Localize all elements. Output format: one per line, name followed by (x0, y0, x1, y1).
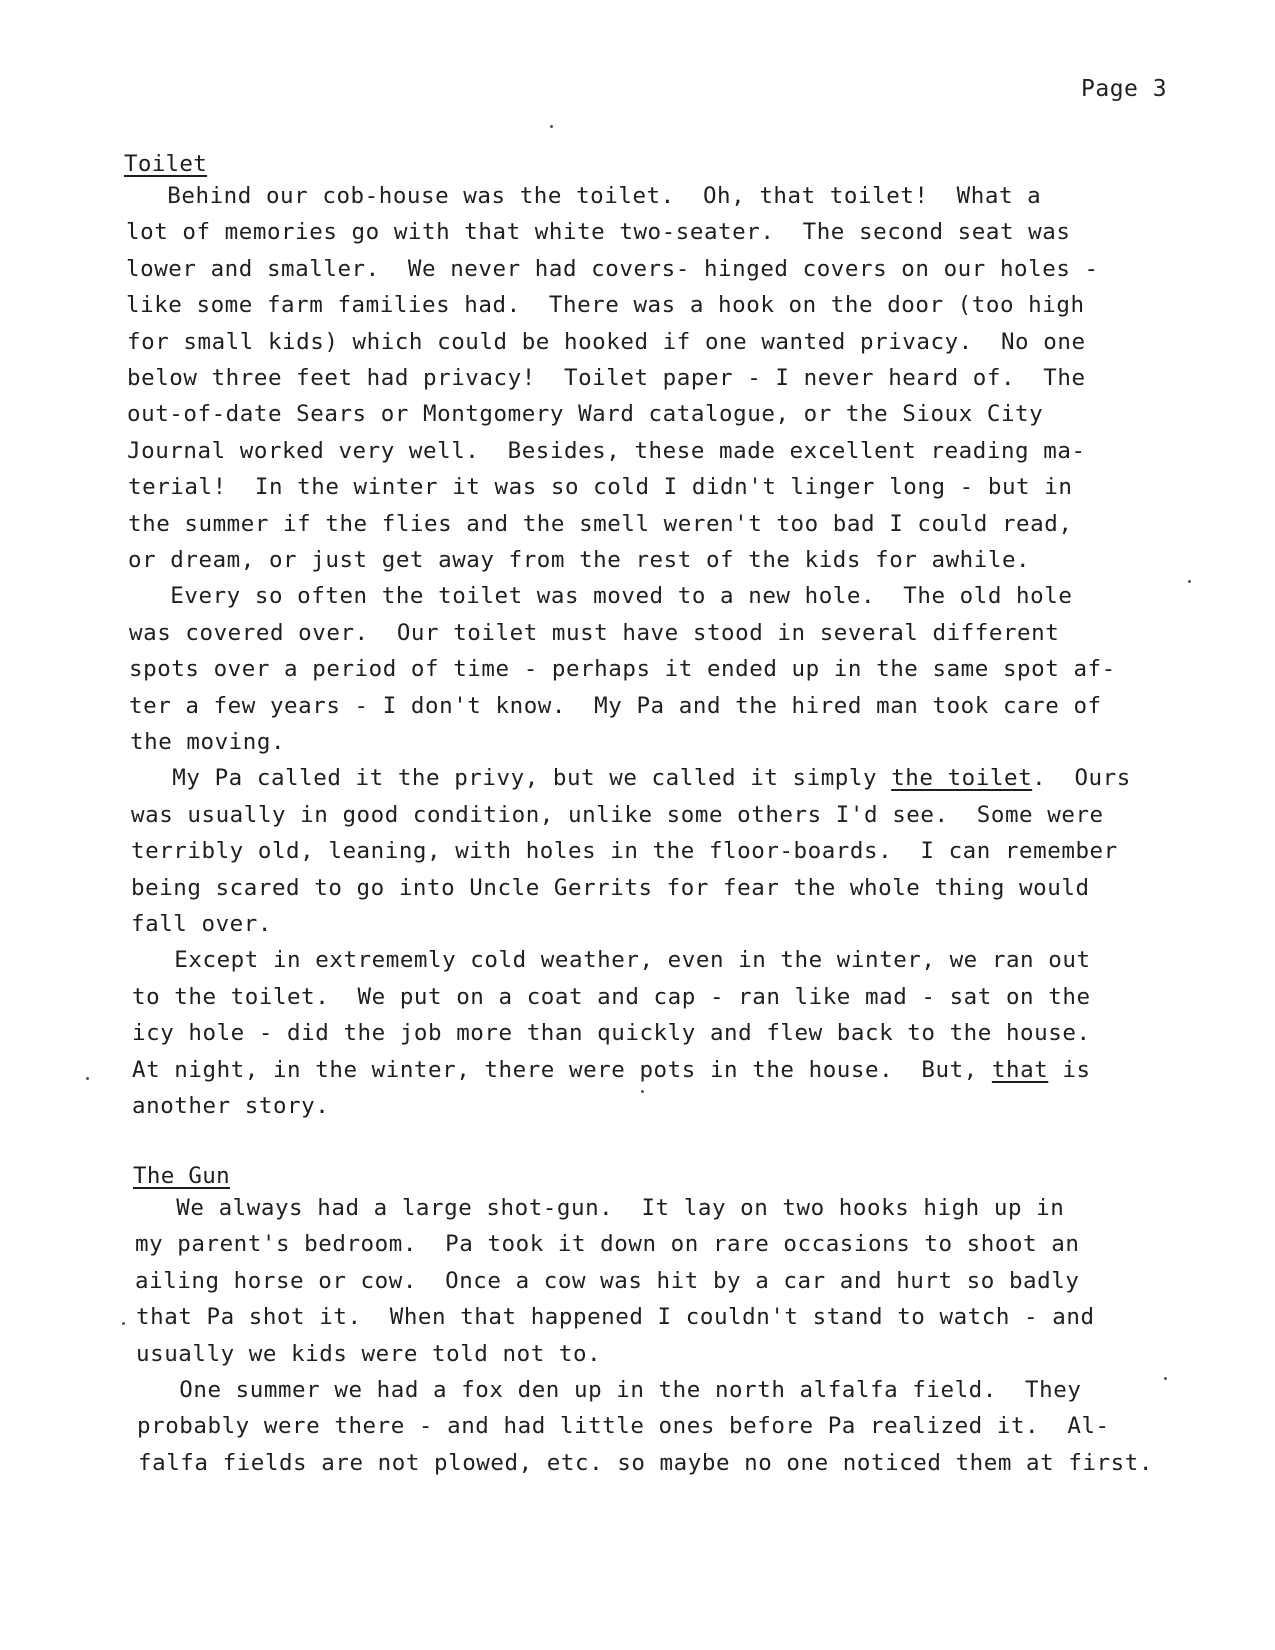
text-line: We always had a large shot-gun. It lay on two hooks high up in (134, 1195, 1065, 1221)
text-line: lot of memories go with that white two-seater. The second seat was (126, 219, 1071, 246)
text-line (130, 767, 1131, 790)
text-line: Every so often the toilet was moved to a new hole. The old hole (128, 583, 1073, 610)
text-line: terial! In the winter it was so cold I didn't linger long - but in (128, 474, 1073, 501)
text-line: probably were there - and had little ones before Pa realized it. Al- (137, 1413, 1110, 1440)
underlined-text: that (991, 1056, 1049, 1083)
underlined-text: the toilet (891, 765, 1033, 792)
text-line: fall over. (131, 911, 272, 937)
text-line: ailing horse or cow. Once a cow was hit by a car and hurt so badly (135, 1267, 1080, 1294)
text-line: Except in extrememly cold weather, even in the winter, we ran out (132, 947, 1091, 974)
scan-speck (641, 1090, 644, 1093)
section-heading: The Gun (133, 1163, 230, 1189)
text-line: for small kids) which could be hooked if one wanted privacy. No one (127, 328, 1086, 355)
text-line: was covered over. Our toilet must have stood in several different (129, 619, 1060, 646)
text-line: or dream, or just get away from the rest of the kids for awhile. (128, 547, 1031, 573)
page-number: Page 3 (1081, 76, 1168, 102)
text-line: lower and smaller. We never had covers- hinged covers on our holes - (126, 255, 1099, 282)
scan-speck (86, 1077, 89, 1080)
text-line: below three feet had privacy! Toilet paper - I never heard of. The (127, 365, 1086, 391)
text-line: being scared to go into Uncle Gerrits for fear the whole thing would (131, 874, 1090, 901)
text-line: was usually in good condition, unlike some others I'd see. Some were (131, 801, 1104, 828)
line-text: . Ours (1032, 765, 1131, 792)
section-heading: Toilet (124, 151, 208, 177)
text-line: One summer we had a fox den up in the north alfalfa field. They (137, 1377, 1082, 1403)
text-line: icy hole - did the job more than quickly and flew back to the house. (132, 1020, 1091, 1047)
text-line: the summer if the flies and the smell weren't too bad I could read, (128, 510, 1073, 537)
text-line: Behind our cob-house was the toilet. Oh, that toilet! What a (125, 183, 1042, 209)
line-text: At night, in the winter, there were pots in the house. But, (132, 1056, 992, 1083)
text-line: another story. (132, 1093, 330, 1119)
text-line: ter a few years - I don't know. My Pa and the hired man took care of (129, 692, 1102, 719)
text-line: like some farm families had. There was a hook on the door (too high (126, 292, 1085, 319)
text-line: the moving. (130, 729, 286, 755)
text-line: that Pa shot it. When that happened I couldn't stand to watch - and (136, 1304, 1095, 1331)
text-line: terribly old, leaning, with holes in the floor-boards. I can remember (131, 838, 1118, 865)
text-line: Journal worked very well. Besides, these made excellent reading ma- (127, 437, 1086, 464)
text-line: spots over a period of time - perhaps it ended up in the same spot af- (129, 656, 1116, 683)
line-text: is (1048, 1056, 1091, 1083)
text-line (132, 1056, 1091, 1083)
scan-speck (1188, 580, 1191, 583)
text-line: to the toilet. We put on a coat and cap - ran like mad - sat on the (132, 983, 1091, 1010)
scan-speck (1164, 1377, 1167, 1380)
scan-speck (550, 125, 553, 128)
scan-speck (122, 1322, 125, 1325)
text-line: out-of-date Sears or Montgomery Ward catalogue, or the Sioux City (127, 401, 1044, 428)
text-line: falfa fields are not plowed, etc. so maybe no one noticed them at first. (138, 1449, 1153, 1476)
text-line: my parent's bedroom. Pa took it down on rare occasions to shoot an (135, 1231, 1080, 1258)
line-text: My Pa called it the privy, but we called it simply (130, 765, 892, 792)
text-line: usually we kids were told not to. (136, 1340, 602, 1367)
